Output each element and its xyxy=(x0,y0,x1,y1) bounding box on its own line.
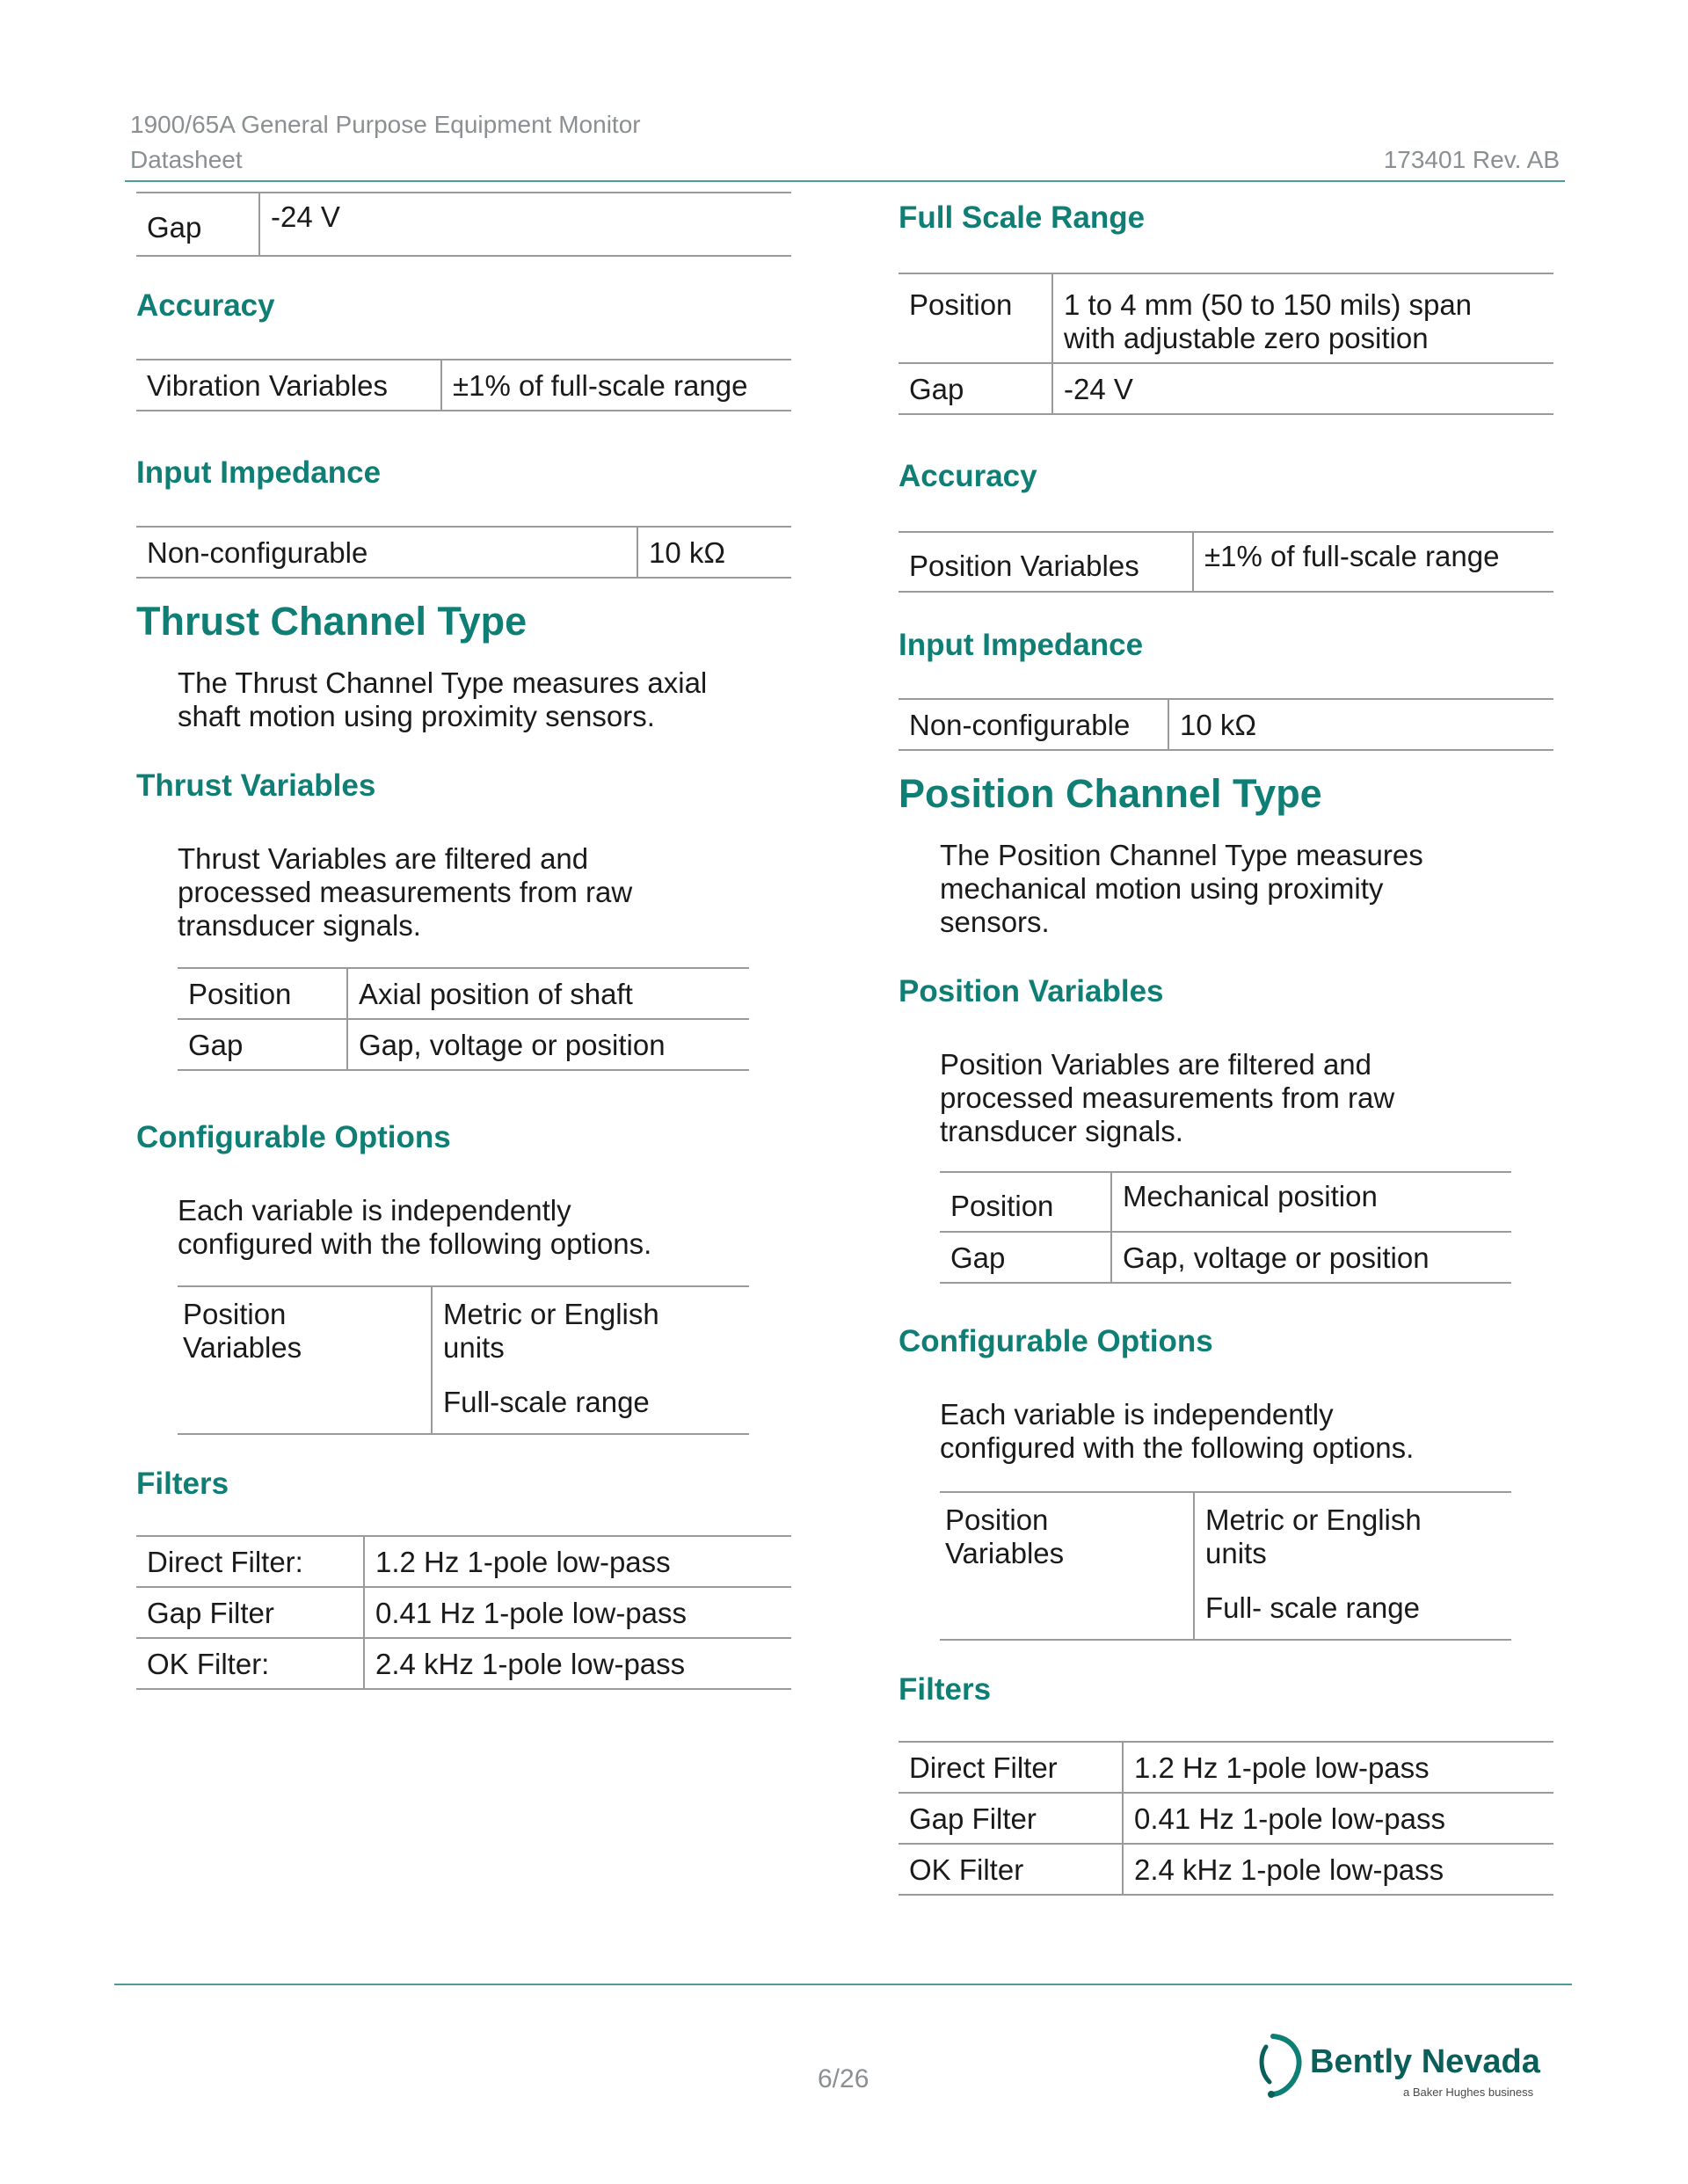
logo-swirl-icon xyxy=(1254,2031,1306,2101)
table-key xyxy=(178,1286,432,1434)
table-value: -24 V xyxy=(259,193,791,256)
accuracy-table xyxy=(899,531,1553,593)
thrust-variables-description xyxy=(178,842,632,943)
document-title-line1: 1900/65A General Purpose Equipment Monitor xyxy=(130,111,641,138)
description-line: Each variable is independently xyxy=(940,1398,1334,1431)
description-line: shaft motion using proximity sensors. xyxy=(178,700,655,732)
table-key: Position xyxy=(940,1172,1111,1232)
filters-heading: Filters xyxy=(136,1467,229,1501)
document-title xyxy=(130,107,641,178)
table-key-line: Position xyxy=(945,1503,1049,1536)
table-value: 0.41 Hz 1-pole low-pass xyxy=(1123,1793,1553,1844)
table-row xyxy=(940,1492,1511,1640)
table-key: Position Variables xyxy=(899,532,1193,592)
position-channel-heading: Position Channel Type xyxy=(899,771,1322,816)
table-value: -24 V xyxy=(1052,363,1553,414)
table-row xyxy=(899,532,1553,592)
table-row xyxy=(136,1536,791,1587)
table-row xyxy=(178,1019,749,1070)
thrust-channel-description xyxy=(178,666,707,733)
full-scale-range-table xyxy=(899,273,1553,415)
option-line: Metric or English xyxy=(443,1298,659,1330)
table-value xyxy=(432,1286,749,1434)
document-title-line2: Datasheet xyxy=(130,146,243,173)
full-scale-range-heading: Full Scale Range xyxy=(899,200,1146,235)
thrust-variables-heading: Thrust Variables xyxy=(136,768,376,803)
header-divider xyxy=(125,180,1565,182)
table-value: 10 kΩ xyxy=(637,527,791,578)
table-key xyxy=(940,1492,1194,1640)
table-key: Position xyxy=(178,968,347,1019)
table-row xyxy=(899,1844,1553,1895)
table-key: Non-configurable xyxy=(136,527,637,578)
footer-divider xyxy=(114,1984,1572,1985)
table-value-line: 1 to 4 mm (50 to 150 mils) span xyxy=(1064,288,1473,321)
table-key: OK Filter: xyxy=(136,1638,364,1689)
table-value-line: with adjustable zero position xyxy=(1064,322,1429,354)
table-row xyxy=(178,1286,749,1434)
position-channel-description xyxy=(940,839,1423,939)
table-row xyxy=(940,1232,1511,1283)
table-key-line: Position xyxy=(183,1298,287,1330)
table-value: 2.4 kHz 1-pole low-pass xyxy=(364,1638,791,1689)
configurable-options-table xyxy=(940,1491,1511,1641)
option-line: Full-scale range xyxy=(443,1386,650,1418)
table-value xyxy=(1052,273,1553,363)
table-key: Vibration Variables xyxy=(136,360,441,411)
position-variables-heading: Position Variables xyxy=(899,974,1164,1008)
table-value: Axial position of shaft xyxy=(347,968,749,1019)
description-line: sensors. xyxy=(940,906,1050,938)
table-value xyxy=(1194,1492,1511,1640)
table-key: Gap xyxy=(899,363,1052,414)
accuracy-table xyxy=(136,359,791,411)
description-line: The Position Channel Type measures xyxy=(940,839,1423,871)
filters-heading: Filters xyxy=(899,1672,992,1707)
table-row xyxy=(136,1587,791,1638)
table-key-line: Variables xyxy=(183,1331,302,1364)
table-value: ±1% of full-scale range xyxy=(441,360,791,411)
table-row xyxy=(899,363,1553,414)
table-row xyxy=(136,527,791,578)
table-key: Gap xyxy=(940,1232,1111,1283)
table-key: Gap xyxy=(136,193,259,256)
description-line: configured with the following options. xyxy=(178,1227,652,1260)
table-key: Gap xyxy=(178,1019,347,1070)
table-value: Mechanical position xyxy=(1111,1172,1511,1232)
description-line: mechanical motion using proximity xyxy=(940,872,1384,905)
input-impedance-table xyxy=(136,526,791,579)
description-line: Position Variables are filtered and xyxy=(940,1048,1372,1081)
table-row xyxy=(899,273,1553,363)
table-key: Direct Filter: xyxy=(136,1536,364,1587)
table-value: ±1% of full-scale range xyxy=(1193,532,1553,592)
description-line: transducer signals. xyxy=(178,909,421,942)
option-line: units xyxy=(443,1331,505,1364)
table-row xyxy=(940,1172,1511,1232)
input-impedance-table xyxy=(899,698,1553,751)
table-value: 10 kΩ xyxy=(1168,699,1553,750)
description-line: The Thrust Channel Type measures axial xyxy=(178,666,708,699)
table-key: Non-configurable xyxy=(899,699,1168,750)
filters-table xyxy=(899,1741,1553,1896)
input-impedance-heading: Input Impedance xyxy=(899,628,1144,662)
table-value: Gap, voltage or position xyxy=(347,1019,749,1070)
configurable-options-table xyxy=(178,1285,749,1435)
table-value: 1.2 Hz 1-pole low-pass xyxy=(1123,1742,1553,1793)
accuracy-heading: Accuracy xyxy=(899,459,1037,493)
description-line: processed measurements from raw xyxy=(940,1081,1395,1114)
table-key-line: Variables xyxy=(945,1537,1065,1569)
gap-voltage-table xyxy=(136,192,791,257)
table-value: 2.4 kHz 1-pole low-pass xyxy=(1123,1844,1553,1895)
table-key: Position xyxy=(899,273,1052,363)
table-row xyxy=(178,968,749,1019)
logo-tagline: a Baker Hughes business xyxy=(1403,2086,1534,2099)
table-row xyxy=(136,193,791,256)
configurable-options-description xyxy=(178,1194,651,1261)
filters-table xyxy=(136,1535,791,1690)
configurable-options-heading: Configurable Options xyxy=(899,1324,1213,1358)
description-line: transducer signals. xyxy=(940,1115,1183,1147)
configurable-options-heading: Configurable Options xyxy=(136,1120,451,1154)
table-value: 1.2 Hz 1-pole low-pass xyxy=(364,1536,791,1587)
option-line: Full- scale range xyxy=(1205,1591,1420,1624)
bently-nevada-logo xyxy=(1254,2031,1553,2101)
table-row xyxy=(899,699,1553,750)
configurable-options-description xyxy=(940,1398,1414,1465)
accuracy-heading: Accuracy xyxy=(136,288,275,323)
page-number: 6/26 xyxy=(818,2064,869,2093)
table-value: Gap, voltage or position xyxy=(1111,1232,1511,1283)
description-line: configured with the following options. xyxy=(940,1431,1415,1464)
table-row xyxy=(136,360,791,411)
logo-brand-text: Bently Nevada xyxy=(1310,2043,1540,2080)
table-row xyxy=(899,1793,1553,1844)
thrust-variables-table xyxy=(178,967,749,1071)
thrust-channel-heading: Thrust Channel Type xyxy=(136,599,528,644)
table-key: OK Filter xyxy=(899,1844,1123,1895)
table-key: Gap Filter xyxy=(899,1793,1123,1844)
option-line: units xyxy=(1205,1537,1267,1569)
table-key: Direct Filter xyxy=(899,1742,1123,1793)
description-line: processed measurements from raw xyxy=(178,876,633,908)
description-line: Thrust Variables are filtered and xyxy=(178,842,589,875)
table-value: 0.41 Hz 1-pole low-pass xyxy=(364,1587,791,1638)
table-key: Gap Filter xyxy=(136,1587,364,1638)
input-impedance-heading: Input Impedance xyxy=(136,455,382,490)
position-variables-table xyxy=(940,1171,1511,1284)
position-variables-description xyxy=(940,1048,1394,1148)
document-number: 173401 Rev. AB xyxy=(1383,146,1560,173)
table-row xyxy=(136,1638,791,1689)
description-line: Each variable is independently xyxy=(178,1194,571,1227)
option-line: Metric or English xyxy=(1205,1503,1422,1536)
table-row xyxy=(899,1742,1553,1793)
